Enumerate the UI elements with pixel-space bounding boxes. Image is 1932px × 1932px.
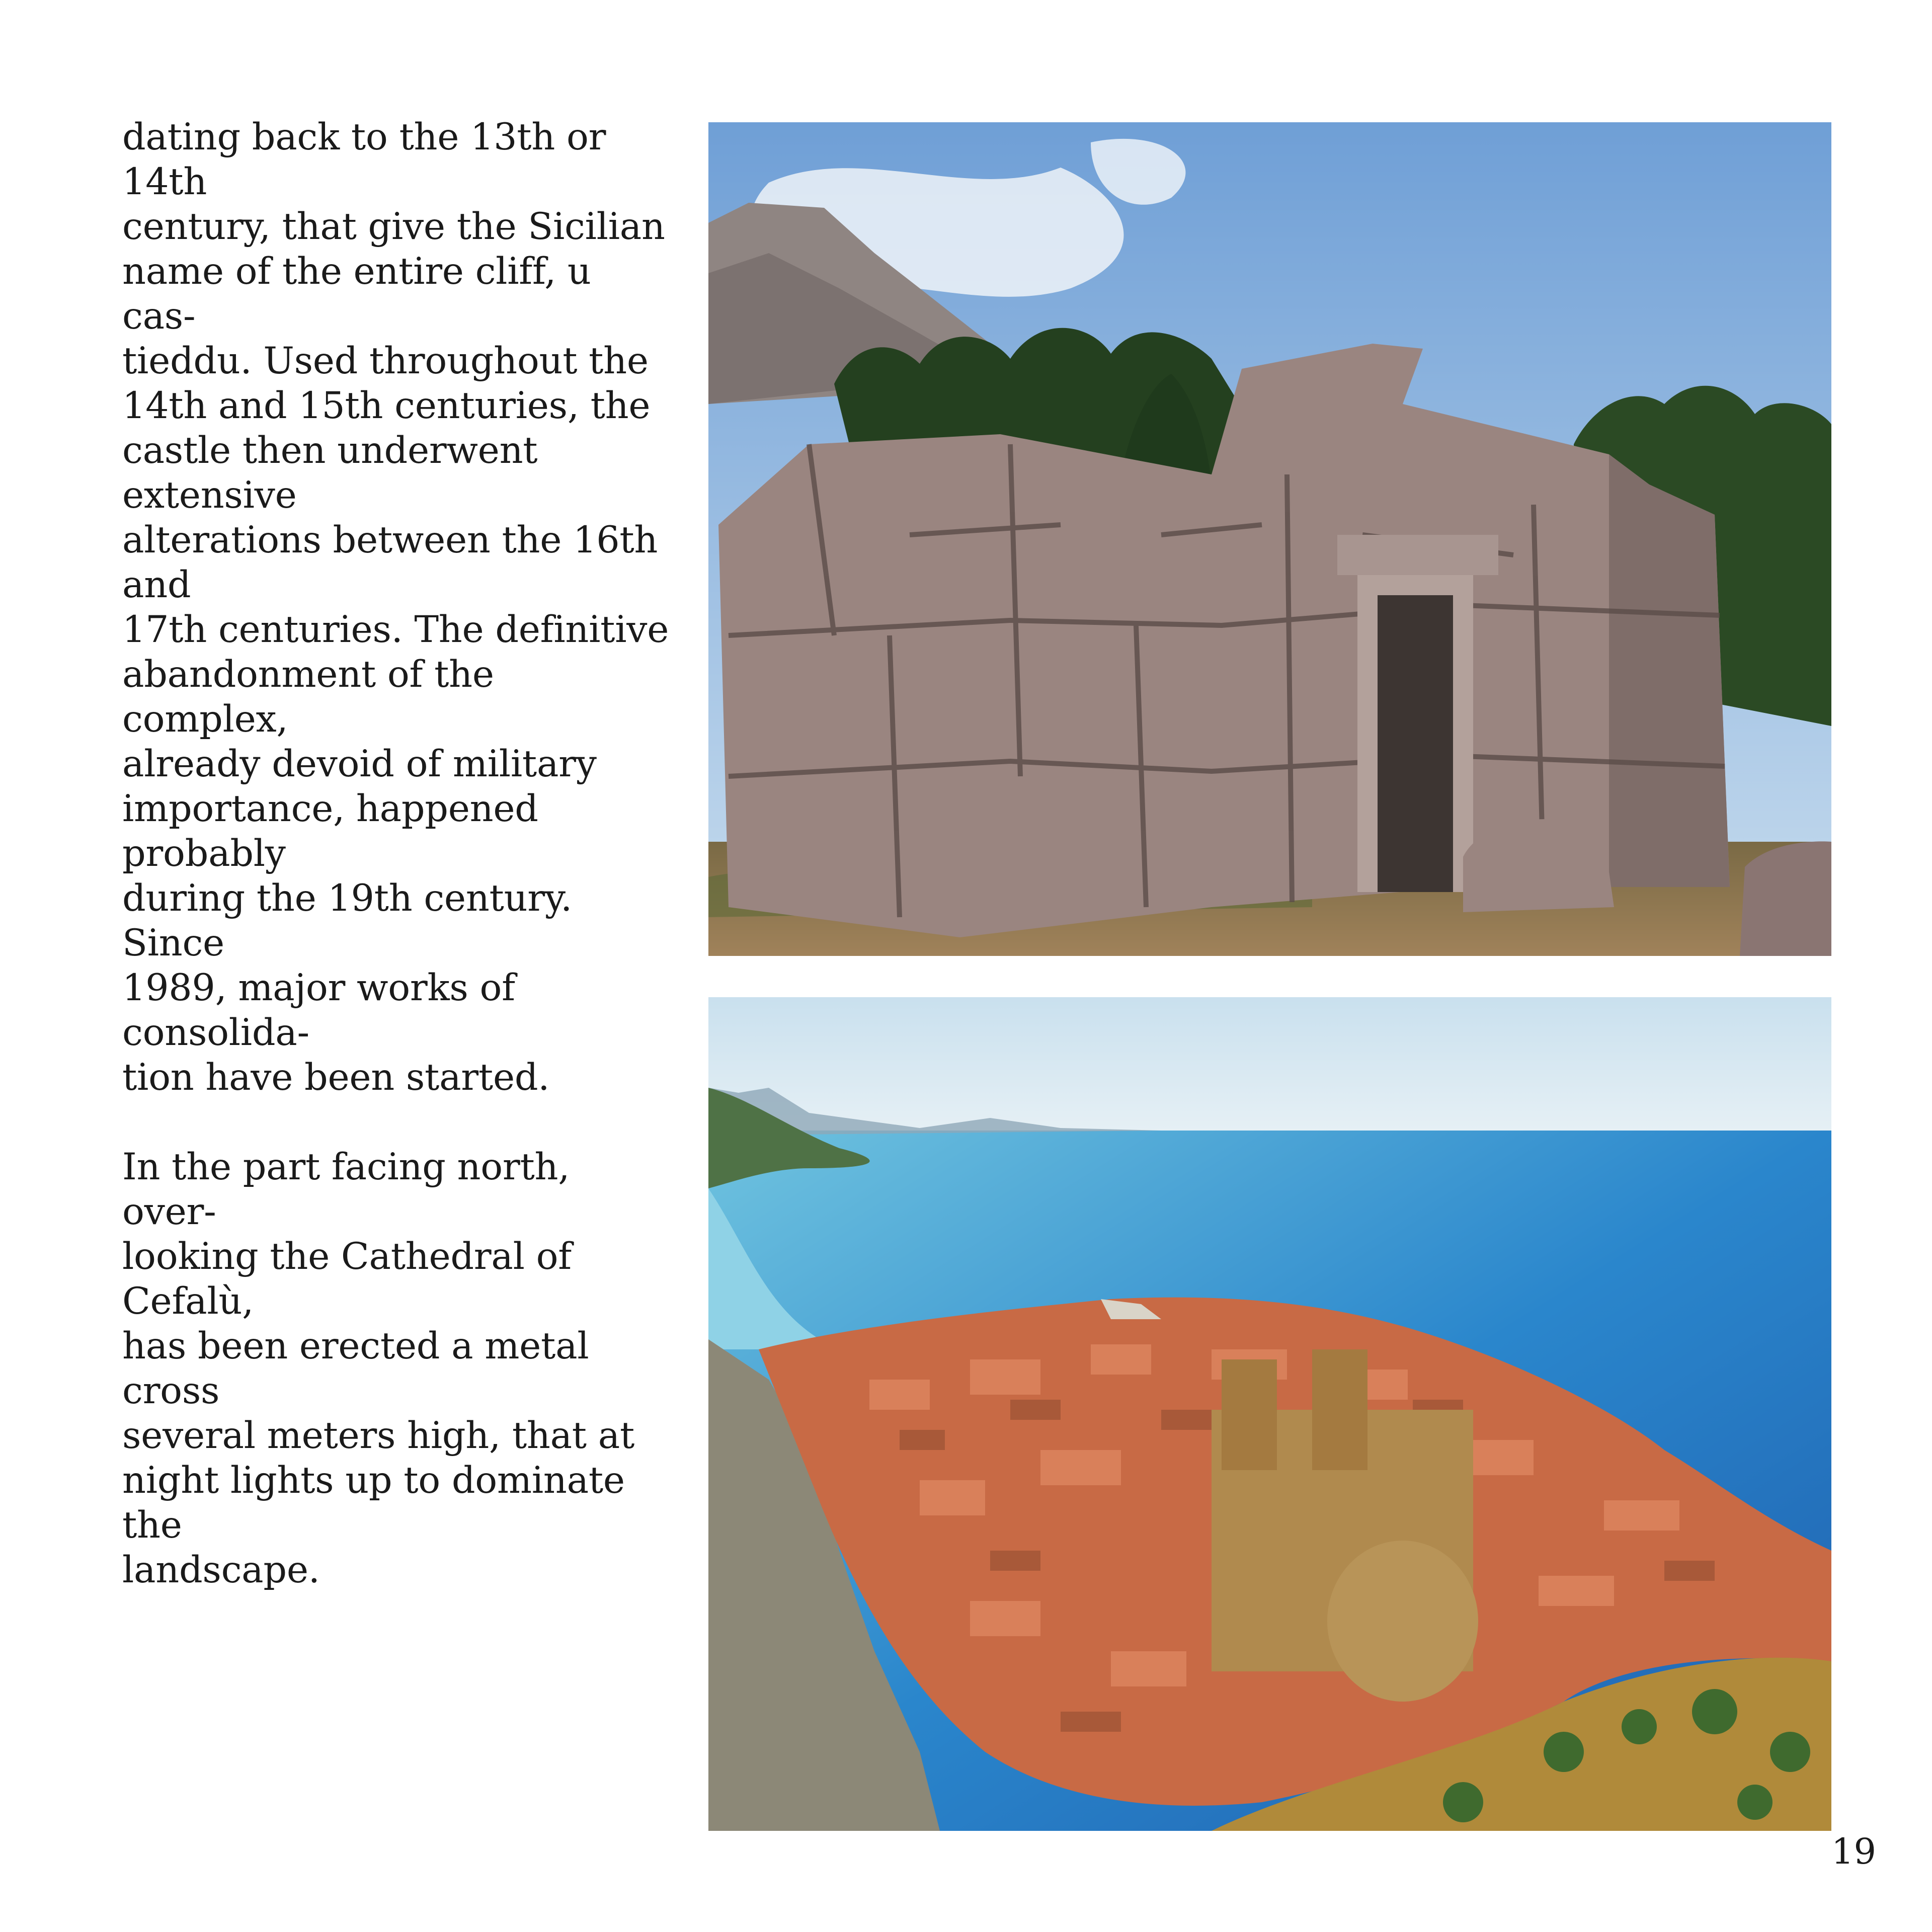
body-paragraph-2: In the part facing north, over- looking the Cathedral of Cefalù, has been erected a metal cross several meters high, that at night lights up to dominate the landscape. (122, 1146, 634, 1591)
body-text-column (122, 115, 671, 1592)
ruins-illustration (708, 122, 1831, 956)
door-lintel (1337, 535, 1498, 575)
doorway-opening (1378, 595, 1453, 892)
city-illustration (708, 997, 1831, 1831)
photo-ancient-stone-ruins (708, 122, 1831, 956)
wall-shadow-side (1609, 454, 1730, 887)
sky (708, 997, 1831, 1133)
body-paragraph-1: dating back to the 13th or 14th century, that give the Sicilian name of the entire cliff, u cas- tieddu. Used throughout the 14th and 15th centuries, the castle then underwent extensive alterations between the 16th and 17th centuries. The definitive abandonment of the complex, already devoid of military importance, happened probably during the 19th century. Since 1989, major works of consolida- tion have been started. (122, 116, 669, 1099)
page-number: 19 (1831, 1831, 1877, 1872)
photo-cefalu-aerial-view (708, 997, 1831, 1831)
